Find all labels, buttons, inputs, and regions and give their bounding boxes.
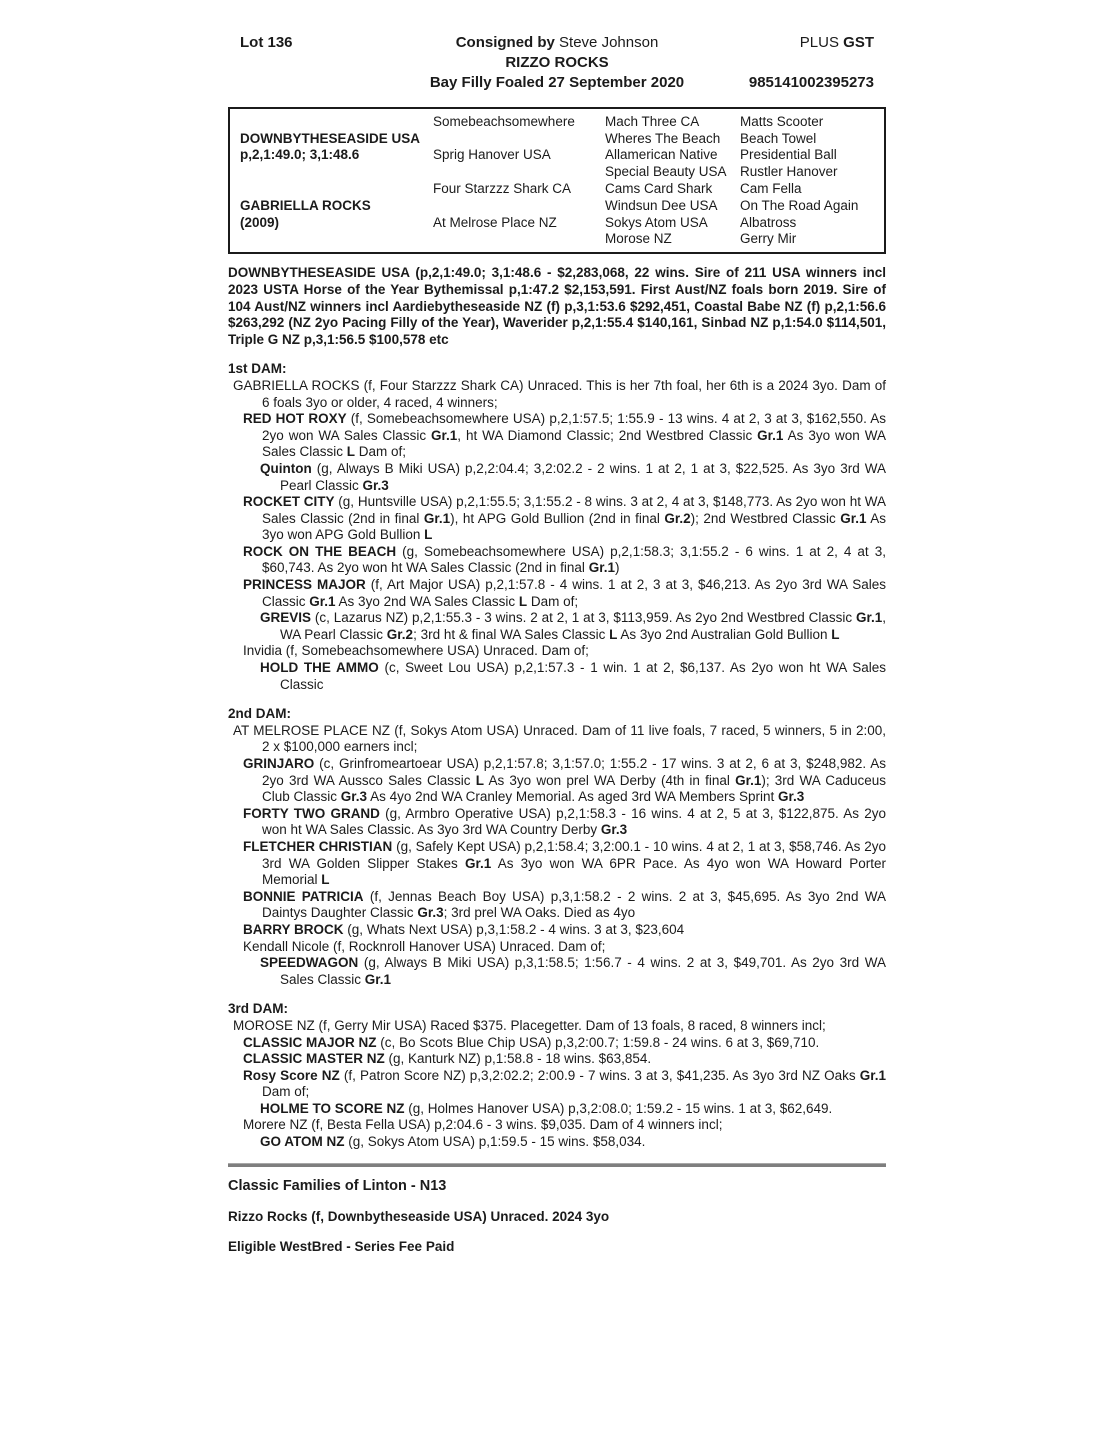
subject-summary: Rizzo Rocks (f, Downbytheseaside USA) Unraced. 2024 3yo [228, 1208, 610, 1224]
pedigree-entry: ROCK ON THE BEACH (g, Somebeachsomewhere USA) p,2,1:58.3; 3,1:55.2 - 6 wins. 1 at 2, 4 at 3, $60,743. As 2yo won ht WA Sales Classic (2nd in final Gr.1) [243, 543, 886, 576]
pedigree-dam-name: GABRIELLA ROCKS [240, 197, 371, 213]
pedigree-entry: Morere NZ (f, Besta Fella USA) p,2:04.6 - 3 wins. $9,035. Dam of 4 winners incl; [243, 1117, 723, 1133]
lot-number: Lot 136 [240, 34, 293, 51]
pedigree-entry: GO ATOM NZ (g, Sokys Atom USA) p,1:59.5 - 15 wins. $58,034. [260, 1134, 646, 1150]
pedigree-entry: GREVIS (c, Lazarus NZ) p,2,1:55.3 - 3 wins. 2 at 2, 1 at 3, $113,959. As 2yo 2nd Westbred Classic Gr.1, WA Pearl Classic Gr.2; 3rd ht & final WA Sales Classic L As 3yo 2nd Australian Gold Bullion L [260, 610, 886, 642]
pedigree-ancestor: Rustler Hanover [740, 164, 838, 180]
header [228, 33, 886, 93]
microchip-number: 985141002395273 [748, 74, 874, 91]
pedigree-ancestor: Somebeachsomewhere [433, 113, 575, 129]
divider [228, 1163, 886, 1167]
pedigree-sire-name: DOWNBYTHESEASIDE USA [240, 130, 421, 146]
pedigree-ancestor: Albatross [740, 214, 797, 230]
pedigree-entry: GRINJARO (c, Grinfromeartoear USA) p,2,1:57.8; 3,1:57.0; 1:55.2 - 17 wins. 3 at 2, 6 at 3, $248,982. As 2yo 3rd WA Aussco Sales Classic L As 3yo won prel WA Derby (4th in final Gr.1); 3rd WA Caduceus Club Classic Gr.3 As 4yo 2nd WA Cranley Memorial. As aged 3rd WA Members Sprint Gr.3 [243, 756, 886, 805]
pedigree-ancestor: Windsun Dee USA [605, 197, 718, 213]
pedigree-entry: RED HOT ROXY (f, Somebeachsomewhere USA) p,2,1:57.5; 1:55.9 - 13 wins. 4 at 2, 3 at 3, $162,550. As 2yo won WA Sales Classic Gr.1, ht WA Diamond Classic; 2nd Westbred Classic Gr.1 As 3yo won WA Sales Classic L Dam of; [243, 411, 886, 460]
pedigree-entry: HOLME TO SCORE NZ (g, Holmes Hanover USA) p,3,2:08.0; 1:59.2 - 15 wins. 1 at 3, $62,649. [260, 1100, 833, 1116]
pedigree-ancestor: Allamerican Native [605, 147, 718, 163]
pedigree-ancestor: Matts Scooter [740, 113, 824, 129]
pedigree-entry: BONNIE PATRICIA (f, Jennas Beach Boy USA) p,3,1:58.2 - 2 wins. 2 at 3, $45,695. As 3yo 2nd WA Daintys Daughter Classic Gr.3; 3rd prel WA Oaks. Died as 4yo [243, 888, 886, 921]
pedigree-ancestor: On The Road Again [740, 197, 859, 213]
pedigree-ancestor: Mach Three CA [605, 113, 700, 129]
foaling-info: Bay Filly Foaled 27 September 2020 [429, 74, 685, 91]
pedigree-ancestor: Four Starzzz Shark CA [433, 181, 572, 197]
pedigree-ancestor: Gerry Mir [740, 231, 797, 247]
page-content [228, 0, 886, 1254]
pedigree-ancestor: At Melrose Place NZ [433, 214, 557, 230]
pedigree-sire-record: p,2,1:49.0; 3,1:48.6 [240, 147, 360, 163]
pedigree-entry: PRINCESS MAJOR (f, Art Major USA) p,2,1:57.8 - 4 wins. 1 at 2, 3 at 3, $46,213. As 2yo 3rd WA Sales Classic Gr.1 As 3yo 2nd WA Sales Classic L Dam of; [243, 577, 886, 609]
pedigree-entry: HOLD THE AMMO (c, Sweet Lou USA) p,2,1:57.3 - 1 win. 1 at 2, $6,137. As 2yo won ht WA Sales Classic [260, 660, 886, 692]
gst-label: GST [843, 34, 874, 51]
pedigree-entry: FORTY TWO GRAND (g, Armbro Operative USA) p,2,1:58.3 - 16 wins. 4 at 2, 5 at 3, $122,875. As 2yo won ht WA Sales Classic. As 3yo 3rd WA Country Derby Gr.3 [243, 805, 886, 838]
pedigree-entry: ROCKET CITY (g, Huntsville USA) p,2,1:55.5; 3,1:55.2 - 8 wins. 3 at 2, 4 at 3, $148,773. As 2yo won ht WA Sales Classic (2nd in final Gr.1), ht APG Gold Bullion (2nd in final Gr.2); 2nd Westbred Classic Gr.1 As 3yo won APG Gold Bullion L [243, 494, 887, 543]
pedigree-entry: SPEEDWAGON (g, Always B Miki USA) p,3,1:58.5; 1:56.7 - 4 wins. 2 at 3, $49,701. As 2yo 3rd WA Sales Classic Gr.1 [260, 955, 886, 987]
pedigree-dam-record: (2009) [240, 214, 280, 230]
pedigree-ancestor: Morose NZ [605, 231, 672, 247]
westbred-eligibility: Eligible WestBred - Series Fee Paid [228, 1238, 455, 1254]
pedigree-table [228, 107, 886, 254]
pedigree-ancestor: Cam Fella [740, 181, 802, 197]
pedigree-entry: Kendall Nicole (f, Rocknroll Hanover USA) Unraced. Dam of; [243, 938, 606, 954]
consignor-line [406, 33, 708, 53]
dam-section-heading: 1st DAM: [228, 361, 287, 377]
dam-sections [228, 361, 886, 1150]
pedigree-entry: FLETCHER CHRISTIAN (g, Safely Kept USA) p,2,1:58.4; 3,2:00.1 - 10 wins. 4 at 2, 1 at 3, $58,746. As 2yo 3rd WA Golden Slipper Stakes Gr.1 As 3yo won WA 6PR Pace. As 4yo won WA Howard Porter Memorial L [243, 838, 886, 888]
plus-label: PLUS [799, 34, 839, 51]
pedigree-ancestor: Wheres The Beach [605, 130, 721, 146]
consigned-by-label: Consigned by [455, 34, 555, 51]
horse-name: RIZZO ROCKS [505, 54, 609, 71]
pedigree-entry: AT MELROSE PLACE NZ (f, Sokys Atom USA) Unraced. Dam of 11 live foals, 7 raced, 5 winners, 5 in 2:00, 2 x $100,000 earners incl; [233, 722, 886, 755]
pedigree-ancestor: Beach Towel [740, 130, 817, 146]
pedigree-ancestor: Sokys Atom USA [605, 214, 708, 230]
pedigree-entry: Invidia (f, Somebeachsomewhere USA) Unraced. Dam of; [243, 643, 589, 659]
pedigree-entry: CLASSIC MASTER NZ (g, Kanturk NZ) p,1:58.8 - 18 wins. $63,854. [243, 1051, 652, 1067]
pedigree-ancestor: Presidential Ball [740, 147, 837, 163]
pedigree-entry: Rosy Score NZ (f, Patron Score NZ) p,3,2:02.2; 2:00.9 - 7 wins. 3 at 3, $41,235. As 3yo 3rd NZ Oaks Gr.1 Dam of; [243, 1067, 887, 1100]
family-reference: Classic Families of Linton - N13 [228, 1177, 447, 1194]
dam-section-heading: 2nd DAM: [228, 706, 291, 722]
pedigree-entry: Quinton (g, Always B Miki USA) p,2,2:04.4; 3,2:02.2 - 2 wins. 1 at 2, 1 at 3, $22,525. As 3yo 3rd WA Pearl Classic Gr.3 [260, 460, 886, 493]
sire-summary: DOWNBYTHESEASIDE USA (p,2,1:49.0; 3,1:48.6 - $2,283,068, 22 wins. Sire of 211 USA winners incl 2023 USTA Horse of the Year Bythemissal p,1:47.2 $2,153,591. First Aust/NZ foals born 2019. Sire of 104 Aust/NZ winners incl Aardiebytheseaside NZ (f) p,3,1:53.6 $292,451, Coastal Babe NZ (f) p,2,1:56.6 $263,292 (NZ 2yo Pacing Filly of the Year), Waverider p,2,1:55.4 $140,161, Sinbad NZ p,1:54.0 $114,501, Triple G NZ p,3,1:56.5 $100,578 etc [228, 265, 886, 347]
pedigree-entry: CLASSIC MAJOR NZ (c, Bo Scots Blue Chip USA) p,3,2:00.7; 1:59.8 - 24 wins. 6 at 3, $69,710. [243, 1034, 820, 1050]
pedigree-ancestor: Special Beauty USA [605, 164, 727, 180]
pedigree-ancestor: Sprig Hanover USA [433, 147, 551, 163]
dam-section-heading: 3rd DAM: [228, 1001, 288, 1017]
pedigree-entry: MOROSE NZ (f, Gerry Mir USA) Raced $375. Placegetter. Dam of 13 foals, 8 raced, 8 winners incl; [233, 1017, 826, 1033]
plus-gst [708, 33, 886, 53]
pedigree-entry: GABRIELLA ROCKS (f, Four Starzzz Shark CA) Unraced. This is her 7th foal, her 6th is a 2024 3yo. Dam of 6 foals 3yo or older, 4 raced, 4 winners; [233, 377, 886, 410]
pedigree-ancestor: Cams Card Shark [605, 181, 713, 197]
pedigree-entry: BARRY BROCK (g, Whats Next USA) p,3,1:58.2 - 4 wins. 3 at 3, $23,604 [243, 921, 685, 937]
consignor-name: Steve Johnson [559, 34, 659, 51]
